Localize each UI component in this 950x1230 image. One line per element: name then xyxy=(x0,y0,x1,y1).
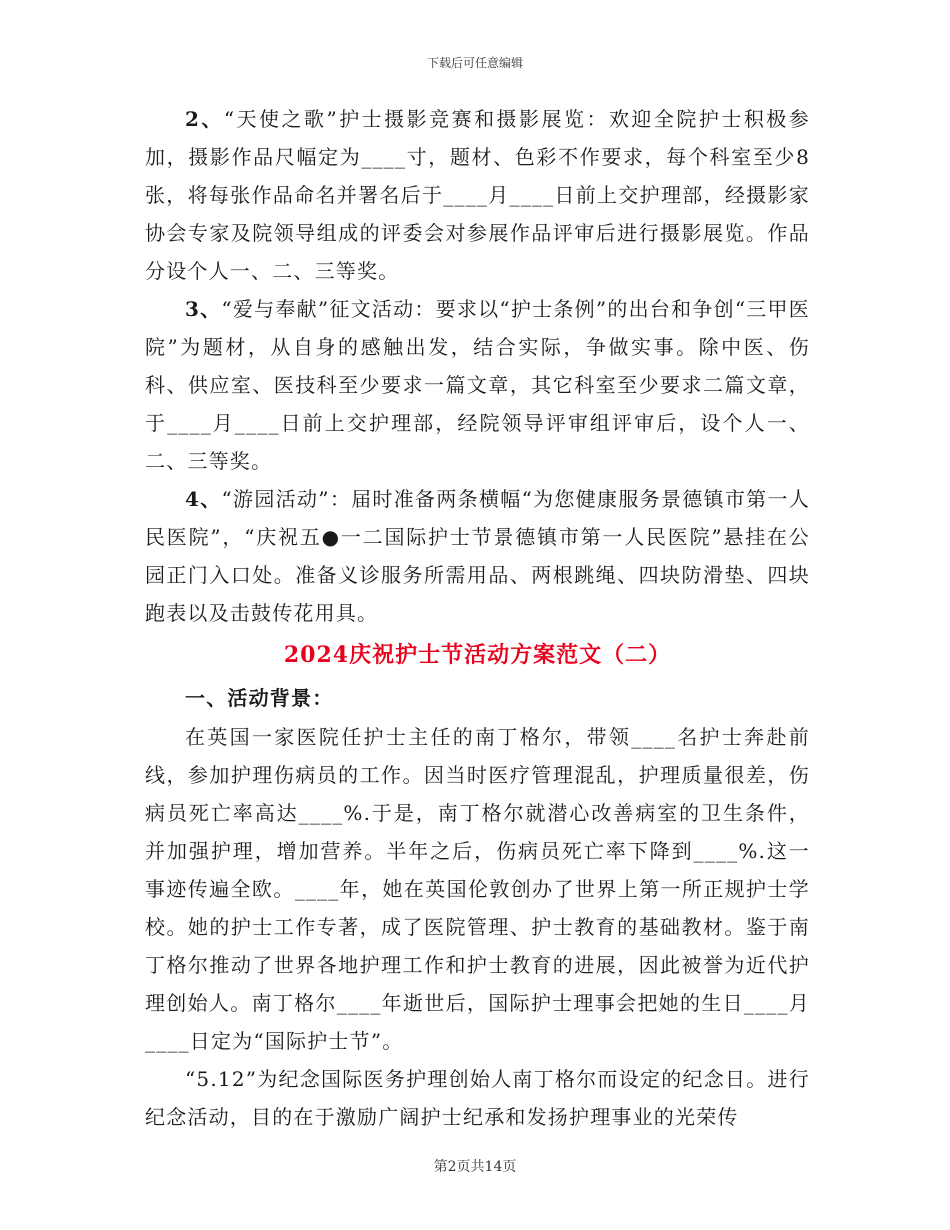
item-number: 3、 xyxy=(185,297,222,321)
list-item-essay-contest xyxy=(145,290,810,480)
document-body xyxy=(145,100,810,1136)
item-text: “游园活动”：届时准备两条横幅“为您健康服务景德镇市第一人民医院”，“庆祝五●一二国际护士节景德镇市第一人民医院”悬挂在公园正门入口处。准备义诊服务所需用品、两根跳绳、四块防滑垫、四块跑表以及击鼓传花用具。 xyxy=(145,487,810,625)
paragraph-purpose: “5.12”为纪念国际医务护理创始人南丁格尔而设定的纪念日。进行纪念活动，目的在于激励广阔护士纪承和发扬护理事业的光荣传 xyxy=(145,1067,810,1129)
paragraph-history: 在英国一家医院任护士主任的南丁格尔，带领____名护士奔赴前线，参加护理伤病员的工作。因当时医疗管理混乱，护理质量很差，伤病员死亡率高达____%.于是，南丁格尔就潜心改善病室的卫生条件，并加强护理，增加营养。半年之后，伤病员死亡率下降到____%.这一事迹传遍全欧。____年，她在英国伦敦创办了世界上第一所正规护士学校。她的护士工作专著，成了医院管理、护士教育的基础教材。鉴于南丁格尔推动了世界各地护理工作和护士教育的进展，因此被誉为近代护理创始人。南丁格尔____年逝世后，国际护士理事会把她的生日____月____日定为“国际护士节”。 xyxy=(145,725,810,1053)
item-text: “天使之歌”护士摄影竞赛和摄影展览：欢迎全院护士积极参加，摄影作品尺幅定为____寸，题材、色彩不作要求，每个科室至少8张，将每张作品命名并署名后于____月____日前上交护理部，经摄影家协会专家及院领导组成的评委会对参展作品评审后进行摄影展览。作品分设个人一、二、三等奖。 xyxy=(145,107,810,283)
item-text: “爱与奉献”征文活动：要求以“护士条例”的出台和争创“三甲医院”为题材，从自身的感触出发，结合实际，争做实事。除中医、伤科、供应室、医技科至少要求一篇文章，其它科室至少要求二篇文章，于____月____日前上交护理部，经院领导评审组评审后，设个人一、二、三等奖。 xyxy=(145,297,810,473)
item-number: 2、 xyxy=(185,107,224,131)
item-number: 4、 xyxy=(185,487,222,511)
section-title: 2024庆祝护士节活动方案范文（二） xyxy=(283,642,672,668)
page-header: 下载后可任意编辑 xyxy=(426,56,523,70)
list-item-photo-contest xyxy=(145,100,810,290)
list-item-garden-party xyxy=(145,480,810,632)
subheading-background: 一、活动背景： xyxy=(185,686,334,710)
page-footer: 第2页共14页 xyxy=(433,1159,517,1175)
